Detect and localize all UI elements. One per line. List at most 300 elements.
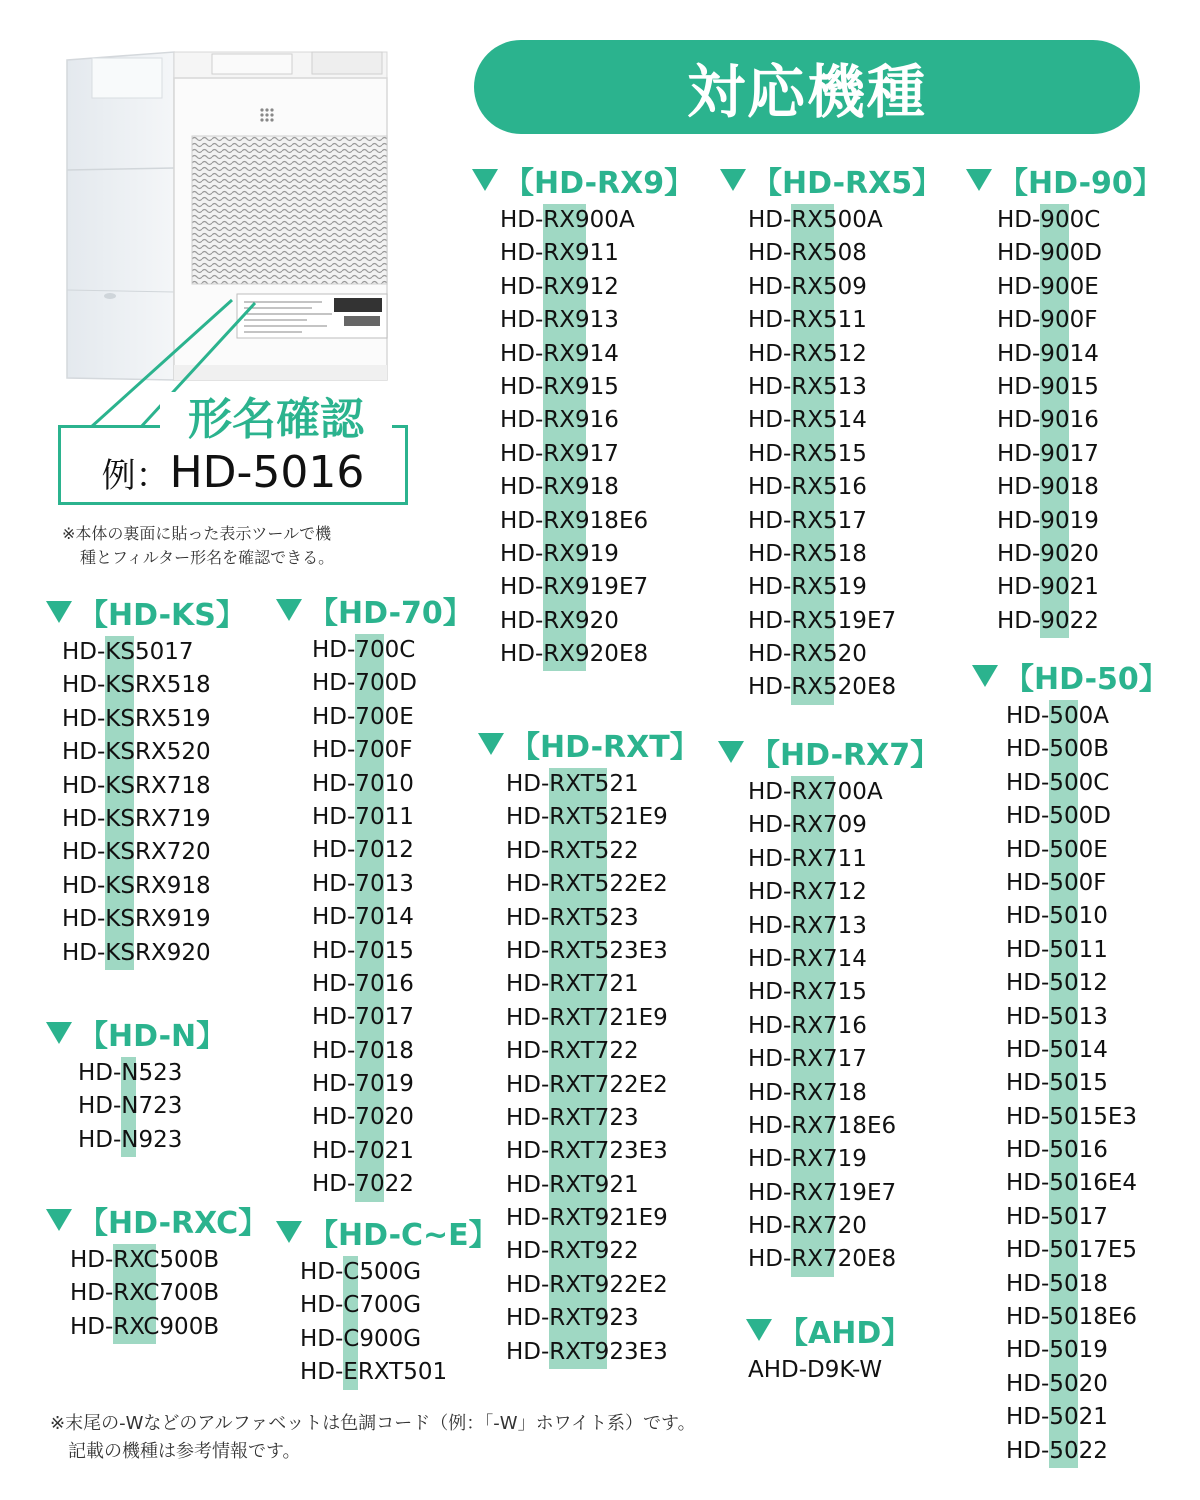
model-item xyxy=(70,1244,268,1277)
model-name: HD-RX513 xyxy=(748,373,867,400)
model-name: HD-7011 xyxy=(312,803,414,830)
model-item xyxy=(70,1277,268,1310)
model-item xyxy=(748,505,942,538)
model-item xyxy=(312,634,473,667)
model-name: HD-RX713 xyxy=(748,912,867,939)
model-item xyxy=(748,876,940,909)
model-item xyxy=(748,638,942,671)
model-item xyxy=(312,734,473,767)
group-label: 【HD-RX7】 xyxy=(750,738,941,773)
model-item xyxy=(506,1069,700,1102)
model-example xyxy=(58,440,408,509)
group-hd-rxt xyxy=(478,724,700,1369)
model-item xyxy=(506,902,700,935)
model-item xyxy=(1006,1201,1169,1234)
group-hd-n xyxy=(46,1013,226,1157)
model-item xyxy=(1006,1268,1169,1301)
model-list xyxy=(62,636,246,970)
model-item xyxy=(748,605,942,638)
model-name: HD-5010 xyxy=(1006,903,1108,930)
model-item xyxy=(748,1010,940,1043)
model-name: HD-RX720E8 xyxy=(748,1246,897,1273)
model-name: HD-900D xyxy=(997,240,1102,267)
model-name: HD-RX519 xyxy=(748,574,867,601)
model-name: HD-KSRX518 xyxy=(62,672,211,699)
model-item xyxy=(312,1035,473,1068)
model-name: HD-KSRX520 xyxy=(62,739,211,766)
model-name: HD-5016E4 xyxy=(1006,1170,1138,1197)
model-item xyxy=(500,571,694,604)
model-item xyxy=(312,1168,473,1201)
model-name: HD-RX919E7 xyxy=(500,574,649,601)
model-item xyxy=(506,1202,700,1235)
model-item xyxy=(62,669,246,702)
model-name: HD-RX912 xyxy=(500,273,619,300)
model-name: HD-C900G xyxy=(300,1325,422,1352)
group-hd-rx9 xyxy=(472,160,694,671)
model-name: HD-RXC500B xyxy=(70,1247,220,1273)
model-name: HD-RX718 xyxy=(748,1079,867,1106)
model-item xyxy=(748,843,940,876)
model-item xyxy=(1006,767,1169,800)
model-list xyxy=(500,204,694,671)
group-label: 【AHD】 xyxy=(778,1316,912,1351)
footnote-line: ※末尾の-Wなどのアルファベットは色調コード（例：「-W」ホワイト系）です。 xyxy=(50,1413,696,1434)
model-name: HD-9019 xyxy=(997,507,1099,534)
model-name: HD-7014 xyxy=(312,904,414,931)
model-name: HD-5011 xyxy=(1006,936,1108,963)
model-item xyxy=(300,1356,499,1389)
group-hd-ks xyxy=(46,592,246,970)
model-item xyxy=(506,1235,700,1268)
model-name: HD-RX515 xyxy=(748,440,867,467)
model-name: HD-9014 xyxy=(997,340,1099,367)
model-name: HD-500B xyxy=(1006,736,1109,763)
model-name: HD-RXT722E2 xyxy=(506,1071,668,1098)
humidifier-product-image xyxy=(62,40,392,385)
group-label: 【HD-RXC】 xyxy=(78,1206,269,1241)
model-name: HD-RX918 xyxy=(500,474,619,501)
model-name: HD-7017 xyxy=(312,1004,414,1031)
model-item xyxy=(300,1256,499,1289)
model-item xyxy=(506,1135,700,1168)
triangle-down-icon xyxy=(720,169,746,191)
model-item xyxy=(748,1043,940,1076)
model-name: HD-5021 xyxy=(1006,1404,1108,1431)
model-name: HD-KS5017 xyxy=(62,639,194,665)
triangle-down-icon xyxy=(276,599,302,621)
group-heading xyxy=(478,724,700,764)
model-item xyxy=(1006,1368,1169,1401)
model-item xyxy=(1006,1234,1169,1267)
model-item xyxy=(500,471,694,504)
model-item xyxy=(1006,967,1169,1000)
model-item xyxy=(312,868,473,901)
model-item xyxy=(62,770,246,803)
model-name: HD-RXT522 xyxy=(506,837,639,864)
model-item xyxy=(500,538,694,571)
model-name: HD-7022 xyxy=(312,1171,414,1198)
example-prefix: 例： xyxy=(101,456,170,496)
model-name: HD-9020 xyxy=(997,540,1099,567)
model-item xyxy=(506,868,700,901)
model-item xyxy=(62,836,246,869)
model-name: HD-RXT523 xyxy=(506,904,639,931)
model-item xyxy=(62,870,246,903)
model-item xyxy=(506,935,700,968)
model-name: HD-700F xyxy=(312,737,413,764)
model-item xyxy=(748,271,942,304)
model-item xyxy=(748,204,942,237)
model-item xyxy=(500,404,694,437)
model-name: HD-RX920E8 xyxy=(500,641,649,668)
model-item xyxy=(1006,1334,1169,1367)
model-name: HD-RX715 xyxy=(748,979,867,1006)
model-name: HD-RX720 xyxy=(748,1213,867,1240)
model-name: HD-RX509 xyxy=(748,273,867,300)
model-name: HD-5016 xyxy=(1006,1137,1108,1164)
model-item xyxy=(500,605,694,638)
model-item xyxy=(997,271,1163,304)
model-name: HD-RXT923 xyxy=(506,1305,639,1332)
model-item xyxy=(997,404,1163,437)
model-name: HD-5019 xyxy=(1006,1337,1108,1364)
model-item xyxy=(312,768,473,801)
model-name: HD-RX518 xyxy=(748,540,867,567)
model-item xyxy=(500,204,694,237)
group-label: 【HD-RX5】 xyxy=(752,166,943,201)
model-name: HD-RX520E8 xyxy=(748,674,897,701)
model-name: HD-C700G xyxy=(300,1292,422,1319)
model-name: HD-RX500A xyxy=(748,207,883,233)
model-item xyxy=(748,671,942,704)
model-item xyxy=(748,371,942,404)
model-list xyxy=(70,1244,268,1344)
model-name: HD-RXT522E2 xyxy=(506,871,668,898)
model-name: HD-7018 xyxy=(312,1037,414,1064)
model-item xyxy=(500,371,694,404)
model-name: HD-7015 xyxy=(312,937,414,964)
model-list xyxy=(300,1256,499,1390)
model-list xyxy=(748,204,942,705)
model-item xyxy=(62,636,246,669)
triangle-down-icon xyxy=(46,601,72,623)
model-name: HD-ERXT501 xyxy=(300,1359,448,1386)
model-name: HD-900E xyxy=(997,273,1099,300)
group-hd-rx5 xyxy=(720,160,942,705)
model-item xyxy=(748,471,942,504)
model-item xyxy=(748,1143,940,1176)
group-heading xyxy=(46,592,246,632)
triangle-down-icon xyxy=(46,1209,72,1231)
model-name: HD-RXT521E9 xyxy=(506,804,668,831)
model-item xyxy=(997,338,1163,371)
model-item xyxy=(748,1110,940,1143)
model-item xyxy=(997,471,1163,504)
model-list xyxy=(506,768,700,1369)
model-item xyxy=(506,1302,700,1335)
model-name: HD-9018 xyxy=(997,474,1099,501)
model-item xyxy=(1006,867,1169,900)
model-item xyxy=(78,1090,226,1123)
model-name: HD-5013 xyxy=(1006,1003,1108,1030)
model-name: HD-7021 xyxy=(312,1137,414,1164)
model-list xyxy=(1006,700,1169,1468)
group-hd-70 xyxy=(276,590,473,1202)
triangle-down-icon xyxy=(718,741,744,763)
model-item xyxy=(312,1068,473,1101)
model-name: HD-RX512 xyxy=(748,340,867,367)
model-item xyxy=(62,903,246,936)
group-hd-90 xyxy=(966,160,1163,638)
model-name: HD-N923 xyxy=(78,1126,183,1153)
model-name: HD-KSRX919 xyxy=(62,906,211,933)
model-item xyxy=(312,1001,473,1034)
triangle-down-icon xyxy=(746,1319,772,1341)
model-list xyxy=(997,204,1163,638)
model-name: HD-KSRX719 xyxy=(62,805,211,832)
model-item xyxy=(62,736,246,769)
model-item xyxy=(1006,1435,1169,1468)
model-item xyxy=(1006,1001,1169,1034)
model-item xyxy=(997,237,1163,270)
example-model: HD-5016 xyxy=(169,447,365,498)
model-name: HD-KSRX918 xyxy=(62,872,211,899)
model-item xyxy=(748,338,942,371)
model-name: HD-RX914 xyxy=(500,340,619,367)
model-item xyxy=(997,538,1163,571)
model-name: HD-RXT521 xyxy=(506,771,639,797)
model-name: HD-5017 xyxy=(1006,1203,1108,1230)
model-item xyxy=(62,703,246,736)
group-label: 【HD-50】 xyxy=(1004,662,1169,697)
model-item xyxy=(1006,1034,1169,1067)
model-name: HD-RX920 xyxy=(500,607,619,634)
model-name: HD-RX520 xyxy=(748,641,867,668)
model-name: HD-RXT523E3 xyxy=(506,937,668,964)
page-title: 対応機種 xyxy=(686,58,927,126)
model-check-title: 形名確認 xyxy=(160,392,392,448)
model-name: HD-RX712 xyxy=(748,879,867,906)
model-name: HD-RX718E6 xyxy=(748,1112,897,1139)
model-name: HD-RX516 xyxy=(748,474,867,501)
model-name: HD-RX716 xyxy=(748,1012,867,1039)
model-item xyxy=(748,571,942,604)
model-item xyxy=(997,304,1163,337)
group-label: 【HD-C~E】 xyxy=(308,1218,499,1253)
model-item xyxy=(312,801,473,834)
model-item xyxy=(312,901,473,934)
model-item xyxy=(748,1077,940,1110)
model-item xyxy=(506,768,700,801)
group-heading xyxy=(966,160,1163,200)
model-name: HD-700E xyxy=(312,703,414,730)
model-item xyxy=(506,1169,700,1202)
model-list xyxy=(78,1057,226,1157)
model-name: HD-9022 xyxy=(997,607,1099,634)
model-name: HD-700C xyxy=(312,637,416,663)
model-name: HD-5015 xyxy=(1006,1070,1108,1097)
model-item xyxy=(506,1002,700,1035)
model-item xyxy=(748,237,942,270)
group-hd-50 xyxy=(972,656,1169,1468)
group-hd-ce xyxy=(276,1212,499,1390)
group-heading xyxy=(746,1310,911,1350)
model-name: HD-500A xyxy=(1006,703,1109,729)
model-item xyxy=(1006,1067,1169,1100)
model-item xyxy=(997,204,1163,237)
model-name: HD-KSRX720 xyxy=(62,839,211,866)
model-name: HD-RX519E7 xyxy=(748,607,897,634)
model-name: HD-5014 xyxy=(1006,1036,1108,1063)
model-item xyxy=(500,338,694,371)
triangle-down-icon xyxy=(478,733,504,755)
model-item xyxy=(1006,800,1169,833)
model-item xyxy=(748,809,940,842)
model-list xyxy=(748,1354,911,1387)
group-heading xyxy=(46,1200,268,1240)
model-item xyxy=(748,910,940,943)
model-name: HD-RX709 xyxy=(748,812,867,839)
model-name: HD-700D xyxy=(312,670,417,697)
model-item xyxy=(748,304,942,337)
group-heading xyxy=(276,1212,499,1252)
model-item xyxy=(500,237,694,270)
model-name: HD-900C xyxy=(997,207,1101,233)
model-item xyxy=(312,935,473,968)
model-item xyxy=(312,1135,473,1168)
model-item xyxy=(748,538,942,571)
model-name: HD-KSRX920 xyxy=(62,939,211,966)
model-item xyxy=(78,1057,226,1090)
model-item xyxy=(1006,934,1169,967)
model-name: HD-RX711 xyxy=(748,845,867,872)
model-item xyxy=(748,1210,940,1243)
model-item xyxy=(62,937,246,970)
triangle-down-icon xyxy=(276,1221,302,1243)
model-name: HD-7020 xyxy=(312,1104,414,1131)
model-name: HD-RXC900B xyxy=(70,1313,220,1340)
group-heading xyxy=(720,160,942,200)
model-name: HD-RXT723 xyxy=(506,1104,639,1131)
model-name: HD-RX917 xyxy=(500,440,619,467)
model-name: HD-500D xyxy=(1006,803,1111,830)
photo-note xyxy=(62,522,422,570)
model-name: HD-RXT921 xyxy=(506,1171,639,1198)
photo-note-line: ※本体の裏面に貼った表示ツールで機 xyxy=(62,524,332,543)
group-hd-rx7 xyxy=(718,732,940,1277)
model-item xyxy=(500,271,694,304)
model-name: HD-RX911 xyxy=(500,240,619,267)
model-item xyxy=(1006,1167,1169,1200)
model-name: HD-RX900A xyxy=(500,207,635,233)
model-item xyxy=(300,1289,499,1322)
model-item xyxy=(500,438,694,471)
model-item xyxy=(312,834,473,867)
model-name: HD-9016 xyxy=(997,407,1099,434)
model-name: HD-9015 xyxy=(997,373,1099,400)
model-name: HD-RX916 xyxy=(500,407,619,434)
model-name: HD-5012 xyxy=(1006,970,1108,997)
model-item xyxy=(1006,834,1169,867)
model-item xyxy=(748,1354,911,1387)
model-name: HD-KSRX718 xyxy=(62,772,211,799)
group-heading xyxy=(718,732,940,772)
group-heading xyxy=(276,590,473,630)
model-name: HD-KSRX519 xyxy=(62,705,211,732)
model-item xyxy=(506,1102,700,1135)
model-item xyxy=(312,667,473,700)
model-name: HD-RXT721E9 xyxy=(506,1004,668,1031)
model-name: HD-500F xyxy=(1006,869,1107,896)
model-name: HD-5018E6 xyxy=(1006,1304,1138,1331)
model-name: HD-9021 xyxy=(997,574,1099,601)
group-ahd xyxy=(746,1310,911,1387)
model-item xyxy=(748,1243,940,1276)
group-label: 【HD-N】 xyxy=(78,1019,227,1054)
model-name: HD-900F xyxy=(997,307,1098,334)
footnote-line: 記載の機種は参考情報です。 xyxy=(68,1441,301,1462)
triangle-down-icon xyxy=(972,665,998,687)
model-item xyxy=(312,968,473,1001)
model-item xyxy=(506,968,700,1001)
model-name: AHD-D9K-W xyxy=(748,1357,883,1383)
model-item xyxy=(62,803,246,836)
group-label: 【HD-90】 xyxy=(998,166,1163,201)
model-item xyxy=(1006,1101,1169,1134)
model-name: HD-RXT721 xyxy=(506,971,639,998)
model-item xyxy=(70,1311,268,1344)
model-name: HD-7016 xyxy=(312,970,414,997)
model-name: HD-RX919 xyxy=(500,540,619,567)
model-item xyxy=(748,776,940,809)
model-name: HD-RXC700B xyxy=(70,1280,220,1307)
model-name: HD-RX913 xyxy=(500,307,619,334)
model-name: HD-7019 xyxy=(312,1071,414,1098)
model-name: HD-RX508 xyxy=(748,240,867,267)
model-name: HD-RX915 xyxy=(500,373,619,400)
group-heading xyxy=(972,656,1169,696)
footnote xyxy=(50,1410,950,1466)
model-item xyxy=(997,605,1163,638)
model-item xyxy=(506,1269,700,1302)
model-name: HD-7010 xyxy=(312,770,414,797)
model-item xyxy=(1006,733,1169,766)
model-item xyxy=(312,1101,473,1134)
model-name: HD-RXT922 xyxy=(506,1238,639,1265)
model-name: HD-5018 xyxy=(1006,1270,1108,1297)
model-name: HD-5017E5 xyxy=(1006,1237,1138,1264)
model-item xyxy=(997,571,1163,604)
model-item xyxy=(748,438,942,471)
model-item xyxy=(500,638,694,671)
model-name: HD-RX719 xyxy=(748,1146,867,1173)
model-name: HD-RXT723E3 xyxy=(506,1138,668,1165)
model-name: HD-9017 xyxy=(997,440,1099,467)
model-item xyxy=(78,1124,226,1157)
model-item xyxy=(506,1035,700,1068)
model-item xyxy=(748,976,940,1009)
model-item xyxy=(748,943,940,976)
model-item xyxy=(1006,900,1169,933)
model-item xyxy=(997,505,1163,538)
model-item xyxy=(748,404,942,437)
model-name: HD-N723 xyxy=(78,1093,183,1120)
model-item xyxy=(500,505,694,538)
model-item xyxy=(1006,700,1169,733)
triangle-down-icon xyxy=(472,169,498,191)
model-item xyxy=(300,1323,499,1356)
